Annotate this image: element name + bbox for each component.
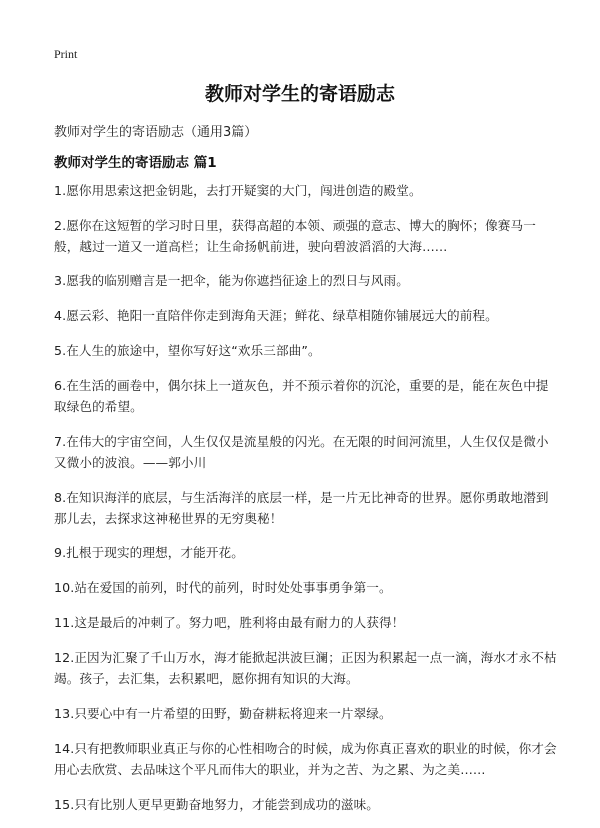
quote-list — [54, 180, 559, 815]
list-item: 11.这是最后的冲刺了。努力吧，胜利将由最有耐力的人获得！ — [54, 615, 405, 630]
section-heading: 教师对学生的寄语励志 篇1 — [54, 155, 217, 171]
page-title: 教师对学生的寄语励志 — [204, 83, 395, 105]
list-item: 4.愿云彩、艳阳一直陪伴你走到海角天涯；鲜花、绿草相随你铺展远大的前程。 — [54, 308, 498, 323]
list-item: 12.正因为汇聚了千山万水，海才能掀起洪波巨澜；正因为积累起一点一滴，海水才永不枯竭。孩子，去汇集，去积累吧，愿你拥有知识的大海。 — [54, 650, 557, 686]
list-item: 13.只要心中有一片希望的田野，勤奋耕耘将迎来一片翠绿。 — [54, 706, 392, 721]
print-link[interactable]: Print — [54, 47, 78, 61]
list-item: 15.只有比别人更早更勤奋地努力，才能尝到成功的滋味。 — [54, 797, 379, 812]
list-item: 3.愿我的临别赠言是一把伞，能为你遮挡征途上的烈日与风雨。 — [54, 273, 409, 288]
list-item: 8.在知识海洋的底层，与生活海洋的底层一样，是一片无比神奇的世界。愿你勇敢地潜到那儿去，去探求这神秘世界的无穷奥秘！ — [54, 490, 549, 526]
list-item: 5.在人生的旅途中，望你写好这“欢乐三部曲”。 — [54, 343, 321, 358]
list-item: 9.扎根于现实的理想，才能开花。 — [54, 545, 244, 560]
list-item: 7.在伟大的宇宙空间，人生仅仅是流星般的闪光。在无限的时间河流里，人生仅仅是微小又微小的波浪。——郭小川 — [54, 434, 549, 470]
document-subtitle: 教师对学生的寄语励志（通用3篇） — [54, 125, 258, 140]
list-item: 1.愿你用思索这把金钥匙，去打开疑窦的大门，闯进创造的殿堂。 — [54, 183, 422, 198]
list-item: 6.在生活的画卷中，偶尔抹上一道灰色，并不预示着你的沉沦，重要的是，能在灰色中提取绿色的希望。 — [54, 378, 549, 414]
list-item: 10.站在爱国的前列，时代的前列，时时处处事事勇争第一。 — [54, 580, 392, 595]
list-item: 14.只有把教师职业真正与你的心性相吻合的时候，成为你真正喜欢的职业的时候，你才会用心去欣赏、去品味这个平凡而伟大的职业，并为之苦、为之累、为之美…… — [54, 741, 557, 777]
list-item: 2.愿你在这短暂的学习时日里，获得高超的本领、顽强的意志、博大的胸怀；像赛马一般，越过一道又一道高栏；让生命扬帆前进，驶向碧波滔滔的大海…… — [54, 218, 536, 254]
